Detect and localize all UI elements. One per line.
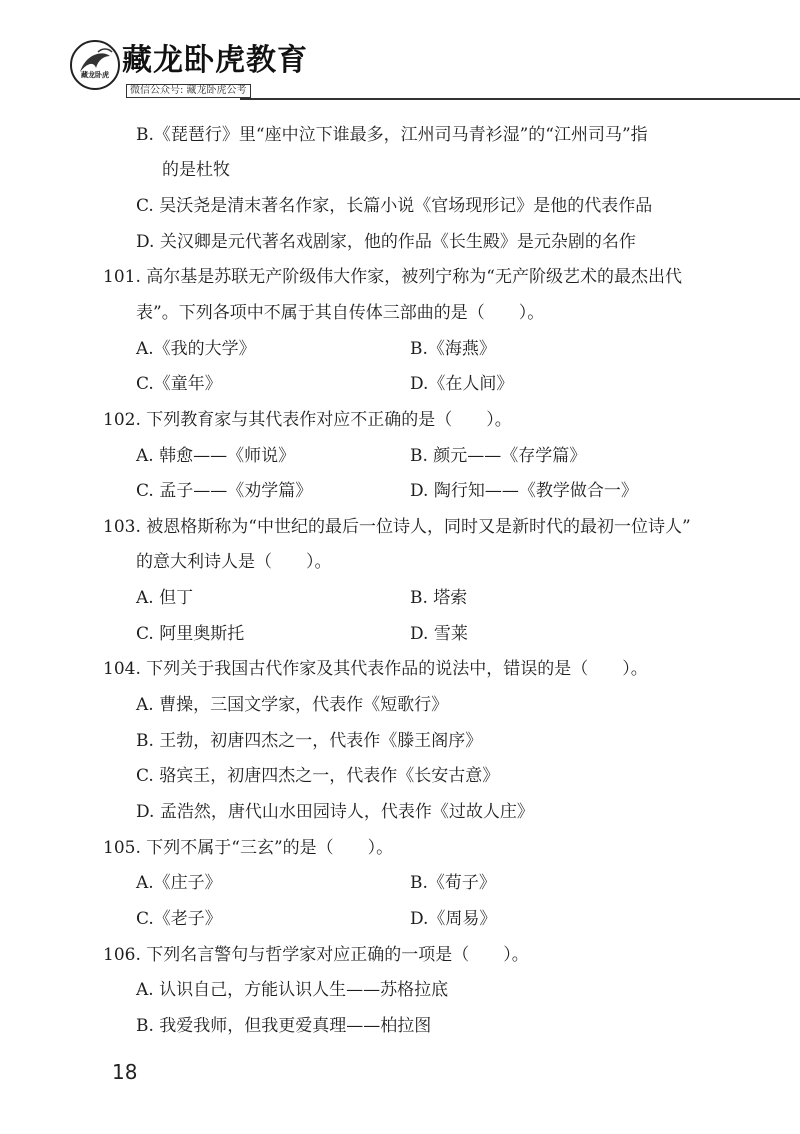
option: C. 骆宾王，初唐四杰之一，代表作《长安古意》 bbox=[136, 766, 500, 786]
option: B. 王勃，初唐四杰之一，代表作《滕王阁序》 bbox=[136, 731, 483, 751]
text-line: 的是杜牧 bbox=[162, 160, 230, 180]
option: A.《庄子》 bbox=[136, 873, 222, 893]
logo-text: 藏龙卧虎 bbox=[81, 71, 109, 79]
option: B. 颜元——《存学篇》 bbox=[410, 446, 587, 466]
question-stem: 106. 下列名言警句与哲学家对应正确的一项是（ ）。 bbox=[103, 945, 529, 965]
option: A. 认识自己，方能认识人生——苏格拉底 bbox=[136, 980, 449, 1000]
text-line: 表”。下列各项中不属于其自传体三部曲的是（ ）。 bbox=[136, 303, 545, 323]
option: A. 但丁 bbox=[136, 588, 194, 608]
option: D. 陶行知——《教学做合一》 bbox=[410, 481, 638, 501]
option: A. 曹操，三国文学家，代表作《短歌行》 bbox=[136, 695, 449, 715]
option: B. 塔索 bbox=[410, 588, 468, 608]
option: B. 我爱我师，但我更爱真理——柏拉图 bbox=[136, 1016, 432, 1036]
question-stem: 104. 下列关于我国古代作家及其代表作品的说法中，错误的是（ ）。 bbox=[103, 659, 648, 679]
question-stem: 102. 下列教育家与其代表作对应不正确的是（ ）。 bbox=[103, 410, 512, 430]
question-stem: 105. 下列不属于“三玄”的是（ ）。 bbox=[103, 838, 394, 858]
text-line: D. 关汉卿是元代著名戏剧家，他的作品《长生殿》是元杂剧的名作 bbox=[136, 232, 636, 252]
header-divider bbox=[240, 98, 800, 100]
brand-title: 藏龙卧虎教育 bbox=[122, 43, 308, 78]
tiger-mark-icon bbox=[72, 42, 118, 88]
option: C.《老子》 bbox=[136, 909, 222, 929]
page-header bbox=[0, 0, 800, 110]
question-stem: 103. 被恩格斯称为“中世纪的最后一位诗人，同时又是新时代的最初一位诗人” bbox=[103, 517, 691, 537]
option: C. 孟子——《劝学篇》 bbox=[136, 481, 313, 501]
option: C.《童年》 bbox=[136, 374, 222, 394]
option: D. 孟浩然，唐代山水田园诗人，代表作《过故人庄》 bbox=[136, 802, 534, 822]
page-number: 18 bbox=[112, 1060, 138, 1084]
option: D. 雪莱 bbox=[410, 624, 468, 644]
option: A.《我的大学》 bbox=[136, 339, 256, 359]
text-line: C. 吴沃尧是清末著名作家，长篇小说《官场现形记》是他的代表作品 bbox=[136, 196, 653, 216]
option: B.《荀子》 bbox=[410, 873, 496, 893]
option: D.《周易》 bbox=[410, 909, 497, 929]
option: C. 阿里奥斯托 bbox=[136, 624, 245, 644]
brand-subtitle: 微信公众号: 藏龙卧虎公考 bbox=[126, 84, 251, 98]
text-line: B.《琵琶行》里“座中泣下谁最多，江州司马青衫湿”的“江州司马”指 bbox=[136, 125, 648, 145]
brand-logo bbox=[70, 40, 120, 90]
option: B.《海燕》 bbox=[410, 339, 496, 359]
text-line: 的意大利诗人是（ ）。 bbox=[136, 552, 332, 572]
option: D.《在人间》 bbox=[410, 374, 514, 394]
question-stem: 101. 高尔基是苏联无产阶级伟大作家，被列宁称为“无产阶级艺术的最杰出代 bbox=[103, 267, 682, 287]
option: A. 韩愈——《师说》 bbox=[136, 446, 296, 466]
